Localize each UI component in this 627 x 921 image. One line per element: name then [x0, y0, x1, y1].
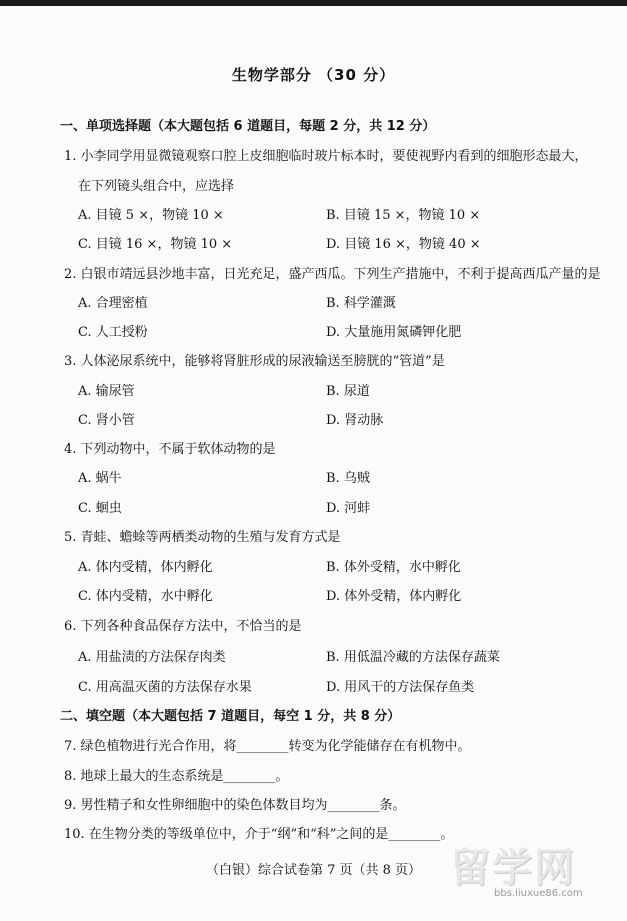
question-1-stem-continued: 在下列镜头组合中，应选择	[78, 179, 235, 194]
page-footer: （白银）综合试卷第 7 页（共 8 页）	[205, 863, 422, 878]
question-8: 8. 地球上最大的生态系统是________。	[64, 769, 289, 784]
question-7: 7. 绿色植物进行光合作用，将________转变为化学能储存在有机物中。	[64, 739, 471, 754]
question-10: 10. 在生物分类的等级单位中，介于“纲”和“科”之间的是________。	[64, 827, 454, 842]
question-1-option-d: D. 目镜 16 ×，物镜 40 ×	[326, 237, 481, 252]
question-4-stem: 4. 下列动物中，不属于软体动物的是	[64, 442, 276, 457]
question-3-option-c: C. 肾小管	[78, 413, 135, 428]
question-2-stem: 2. 白银市靖远县沙地丰富，日光充足，盛产西瓜。下列生产措施中，不利于提高西瓜产量的是	[64, 267, 601, 282]
question-6-option-a: A. 用盐渍的方法保存肉类	[78, 650, 226, 665]
question-3-option-d: D. 肾动脉	[326, 413, 384, 428]
question-5-option-a: A. 体内受精，体内孵化	[78, 560, 213, 575]
watermark-url: bbs.liuxue86.com	[494, 888, 583, 899]
question-1-stem: 1. 小李同学用显微镜观察口腔上皮细胞临时玻片标本时，要使视野内看到的细胞形态最大，	[64, 149, 588, 164]
question-1-option-a: A. 目镜 5 ×，物镜 10 ×	[78, 208, 224, 223]
watermark-logo	[450, 836, 620, 906]
question-5-option-c: C. 体内受精，水中孵化	[78, 589, 213, 604]
question-5-option-d: D. 体外受精，体内孵化	[326, 589, 462, 604]
question-5-option-b: B. 体外受精，水中孵化	[326, 560, 461, 575]
question-3-option-a: A. 输尿管	[78, 384, 135, 399]
section-heading-choice: 一、单项选择题（本大题包括 6 道题目，每题 2 分，共 12 分）	[60, 119, 436, 134]
question-1-option-c: C. 目镜 16 ×，物镜 10 ×	[78, 237, 233, 252]
question-4-option-b: B. 乌贼	[326, 471, 370, 486]
question-2-option-c: C. 人工授粉	[78, 325, 148, 340]
question-3-option-b: B. 尿道	[326, 384, 370, 399]
question-2-option-b: B. 科学灌溉	[326, 296, 396, 311]
question-2-option-a: A. 合理密植	[78, 296, 148, 311]
question-2-option-d: D. 大量施用氮磷钾化肥	[326, 325, 462, 340]
question-6-stem: 6. 下列各种食品保存方法中，不恰当的是	[64, 619, 302, 634]
question-6-option-d: D. 用风干的方法保存鱼类	[326, 680, 475, 695]
question-4-option-d: D. 河蚌	[326, 501, 371, 516]
section-heading-fill-in: 二、填空题（本大题包括 7 道题目，每空 1 分，共 8 分）	[60, 709, 401, 724]
question-4-option-c: C. 蛔虫	[78, 501, 122, 516]
question-6-option-b: B. 用低温冷藏的方法保存蔬菜	[326, 650, 500, 665]
page-top-edge	[0, 0, 627, 6]
question-9: 9. 男性精子和女性卵细胞中的染色体数目均为________条。	[64, 798, 406, 813]
page-title: 生物学部分 （30 分）	[231, 66, 396, 84]
question-4-option-a: A. 蜗牛	[78, 471, 122, 486]
question-5-stem: 5. 青蛙、蟾蜍等两栖类动物的生殖与发育方式是	[64, 530, 341, 545]
question-6-option-c: C. 用高温灭菌的方法保存水果	[78, 680, 252, 695]
question-3-stem: 3. 人体泌尿系统中，能够将肾脏形成的尿液输送至膀胱的“管道”是	[64, 354, 445, 369]
question-1-option-b: B. 目镜 15 ×，物镜 10 ×	[326, 208, 481, 223]
watermark-text: 留学网	[450, 845, 576, 891]
